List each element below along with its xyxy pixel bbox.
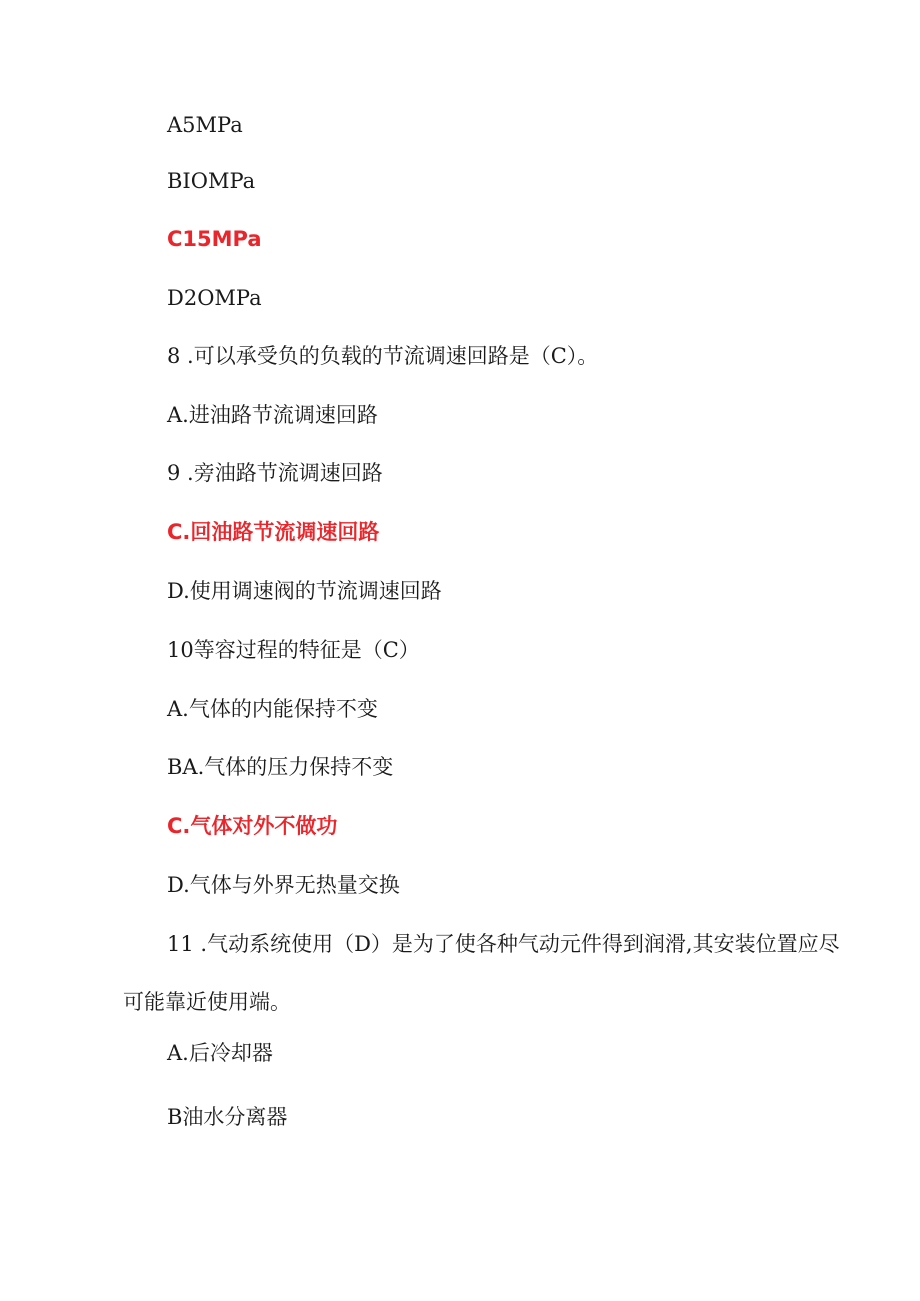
- q7-option-c-answer: C15MPa: [167, 227, 262, 251]
- q7-option-a: A5MPa: [167, 113, 243, 137]
- q8-option-a: A.进油路节流调速回路: [167, 403, 378, 427]
- q11-option-a: A.后冷却器: [167, 1041, 273, 1065]
- q8-option-d: D.使用调速阀的节流调速回路: [167, 579, 442, 603]
- q11-question-stem: 11 .气动系统使用（D）是为了使各种气动元件得到润滑,其安装位置应尽可能靠近使用端。: [123, 932, 840, 1014]
- q10-option-c-answer: C.气体对外不做功: [167, 814, 338, 838]
- q11-option-b: B油水分离器: [167, 1105, 288, 1129]
- q10-option-d: D.气体与外界无热量交换: [167, 873, 400, 897]
- q10-option-a: A.气体的内能保持不变: [167, 697, 378, 721]
- q8-question-stem: 8 .可以承受负的负载的节流调速回路是（C）。: [167, 344, 599, 368]
- q7-option-d: D2OMPa: [167, 286, 262, 310]
- q10-question-stem: 10等容过程的特征是（C）: [167, 638, 420, 662]
- q10-option-b: BA.气体的压力保持不变: [167, 755, 394, 779]
- q8-option-b: 9 .旁油路节流调速回路: [167, 461, 383, 485]
- q7-option-b: BIOMPa: [167, 169, 256, 193]
- q8-option-c-answer: C.回油路节流调速回路: [167, 520, 380, 544]
